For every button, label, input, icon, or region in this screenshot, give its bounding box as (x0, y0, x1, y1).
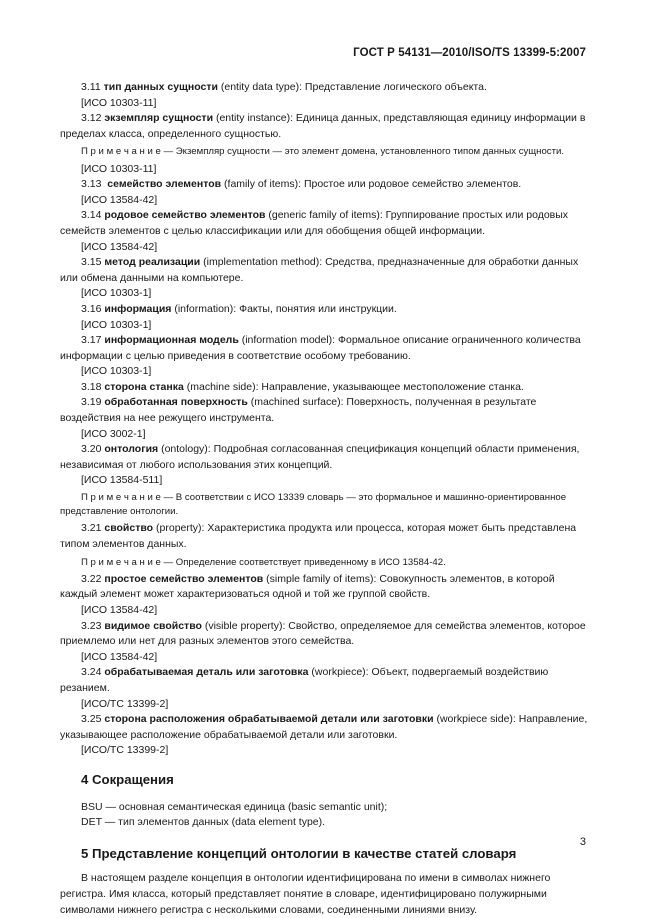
entry-3-25-ref: [ИСО/ТС 13399-2] (81, 744, 169, 757)
entry-3-24: 3.24 обрабатываемая деталь или заготовка (workpiece): Объект, подвергаемый воздействию резанием. (60, 666, 549, 694)
entry-3-11: 3.11 тип данных сущности (entity data type): Представление логического объекта. (81, 81, 487, 93)
document-header: ГОСТ Р 54131—2010/ISO/TS 13399-5:2007 (353, 47, 586, 59)
entry-3-21-note: П р и м е ч а н и е — Определение соответствует приведенному в ИСО 13584-42. (81, 556, 446, 568)
entry-3-16-ref: [ИСО 10303-1] (81, 318, 152, 331)
entry-3-19: 3.19 обработанная поверхность (machined surface): Поверхность, полученная в результате воздействия на нее режущего инструмента. (60, 396, 537, 425)
entry-3-19-ref: [ИСО 3002-1] (81, 427, 146, 440)
abbreviation-det: DET — тип элементов данных (data element type). (81, 816, 326, 829)
entry-3-12: 3.12 экземпляр сущности (entity instance): Единица данных, представляющая единицу информации в пределах класса, определенного сущностью. (60, 112, 586, 140)
document-body (60, 80, 588, 918)
entry-3-18: 3.18 сторона станка (machine side): Направление, указывающее местоположение станка. (81, 380, 524, 393)
entry-3-20-note: П р и м е ч а н и е — В соответствии с ИСО 13339 словарь — это формальное и машинно-ориентированное представление онтологии. (60, 492, 567, 518)
entry-3-22: 3.22 простое семейство элементов (simple family of items): Совокупность элементов, в которой каждый элемент может характеризоваться одной и той же группой свойств. (60, 572, 555, 601)
entry-3-15-ref: [ИСО 10303-1] (81, 287, 152, 300)
entry-3-25: 3.25 сторона расположения обрабатываемой детали или заготовки (workpiece side): Направление, указывающее расположение обрабатываемой детали или заготовки. (60, 713, 588, 741)
entry-3-12-ref: [ИСО 10303-11] (81, 162, 157, 175)
entry-3-22-ref: [ИСО 13584-42] (81, 604, 158, 617)
entry-3-20-ref: [ИСО 13584-511] (81, 474, 163, 487)
entry-3-14: 3.14 родовое семейство элементов (generic family of items): Группирование простых или родовых семейств элементов с целью классификации или для обобщения общей информации. (60, 209, 569, 237)
entry-3-14-ref: [ИСО 13584-42] (81, 240, 158, 253)
entry-3-12-note: П р и м е ч а н и е — Экземпляр сущности — это элемент домена, установленного типом данных сущности. (81, 146, 565, 158)
section-4-heading: 4 Сокращения (81, 771, 174, 787)
section-5-heading: 5 Представление концепций онтологии в качестве статей словаря (81, 845, 517, 861)
abbreviation-bsu: BSU — основная семантическая единица (basic semantic unit); (81, 800, 388, 813)
entry-3-24-ref: [ИСО/ТС 13399-2] (81, 697, 169, 710)
entry-3-16: 3.16 информация (information): Факты, понятия или инструкции. (81, 302, 397, 315)
entry-3-17: 3.17 информационная модель (information model): Формальное описание ограниченного количества информации с целью приведения в соответствие особому требованию. (60, 334, 581, 362)
entry-3-13: 3.13 семейство элементов (family of items): Простое или родовое семейство элементов. (81, 178, 522, 191)
entry-3-23-ref: [ИСО 13584-42] (81, 650, 158, 663)
entry-3-20: 3.20 онтология (ontology): Подробная согласованная спецификация концепций области применения, независимая от любого использования этих концепций. (60, 443, 580, 471)
section-5-paragraph: В настоящем разделе концепция в онтологии идентифицирована по имени в символах нижнего регистра. Имя класса, который представляет понятие в словаре, идентифицировано полужирными символами нижнего регистра с несколькими словами, соединенными линиями внизу. (60, 872, 551, 916)
entry-3-15: 3.15 метод реализации (implementation method): Средства, предназначенные для обработки данных или обмена данными на компьютере. (60, 256, 579, 284)
page-number: 3 (579, 836, 586, 848)
entry-3-21: 3.21 свойство (property): Характеристика продукта или процесса, которая может быть представлена типом элементов данных. (60, 522, 577, 551)
entry-3-17-ref: [ИСО 10303-1] (81, 365, 152, 378)
entry-3-23: 3.23 видимое свойство (visible property): Свойство, определяемое для семейства элементов, которое приемлемо или нет для разных элементов этого семейства. (60, 619, 586, 648)
entry-3-11-ref: [ИСО 10303-11] (81, 96, 157, 109)
entry-3-13-ref: [ИСО 13584-42] (81, 193, 158, 206)
